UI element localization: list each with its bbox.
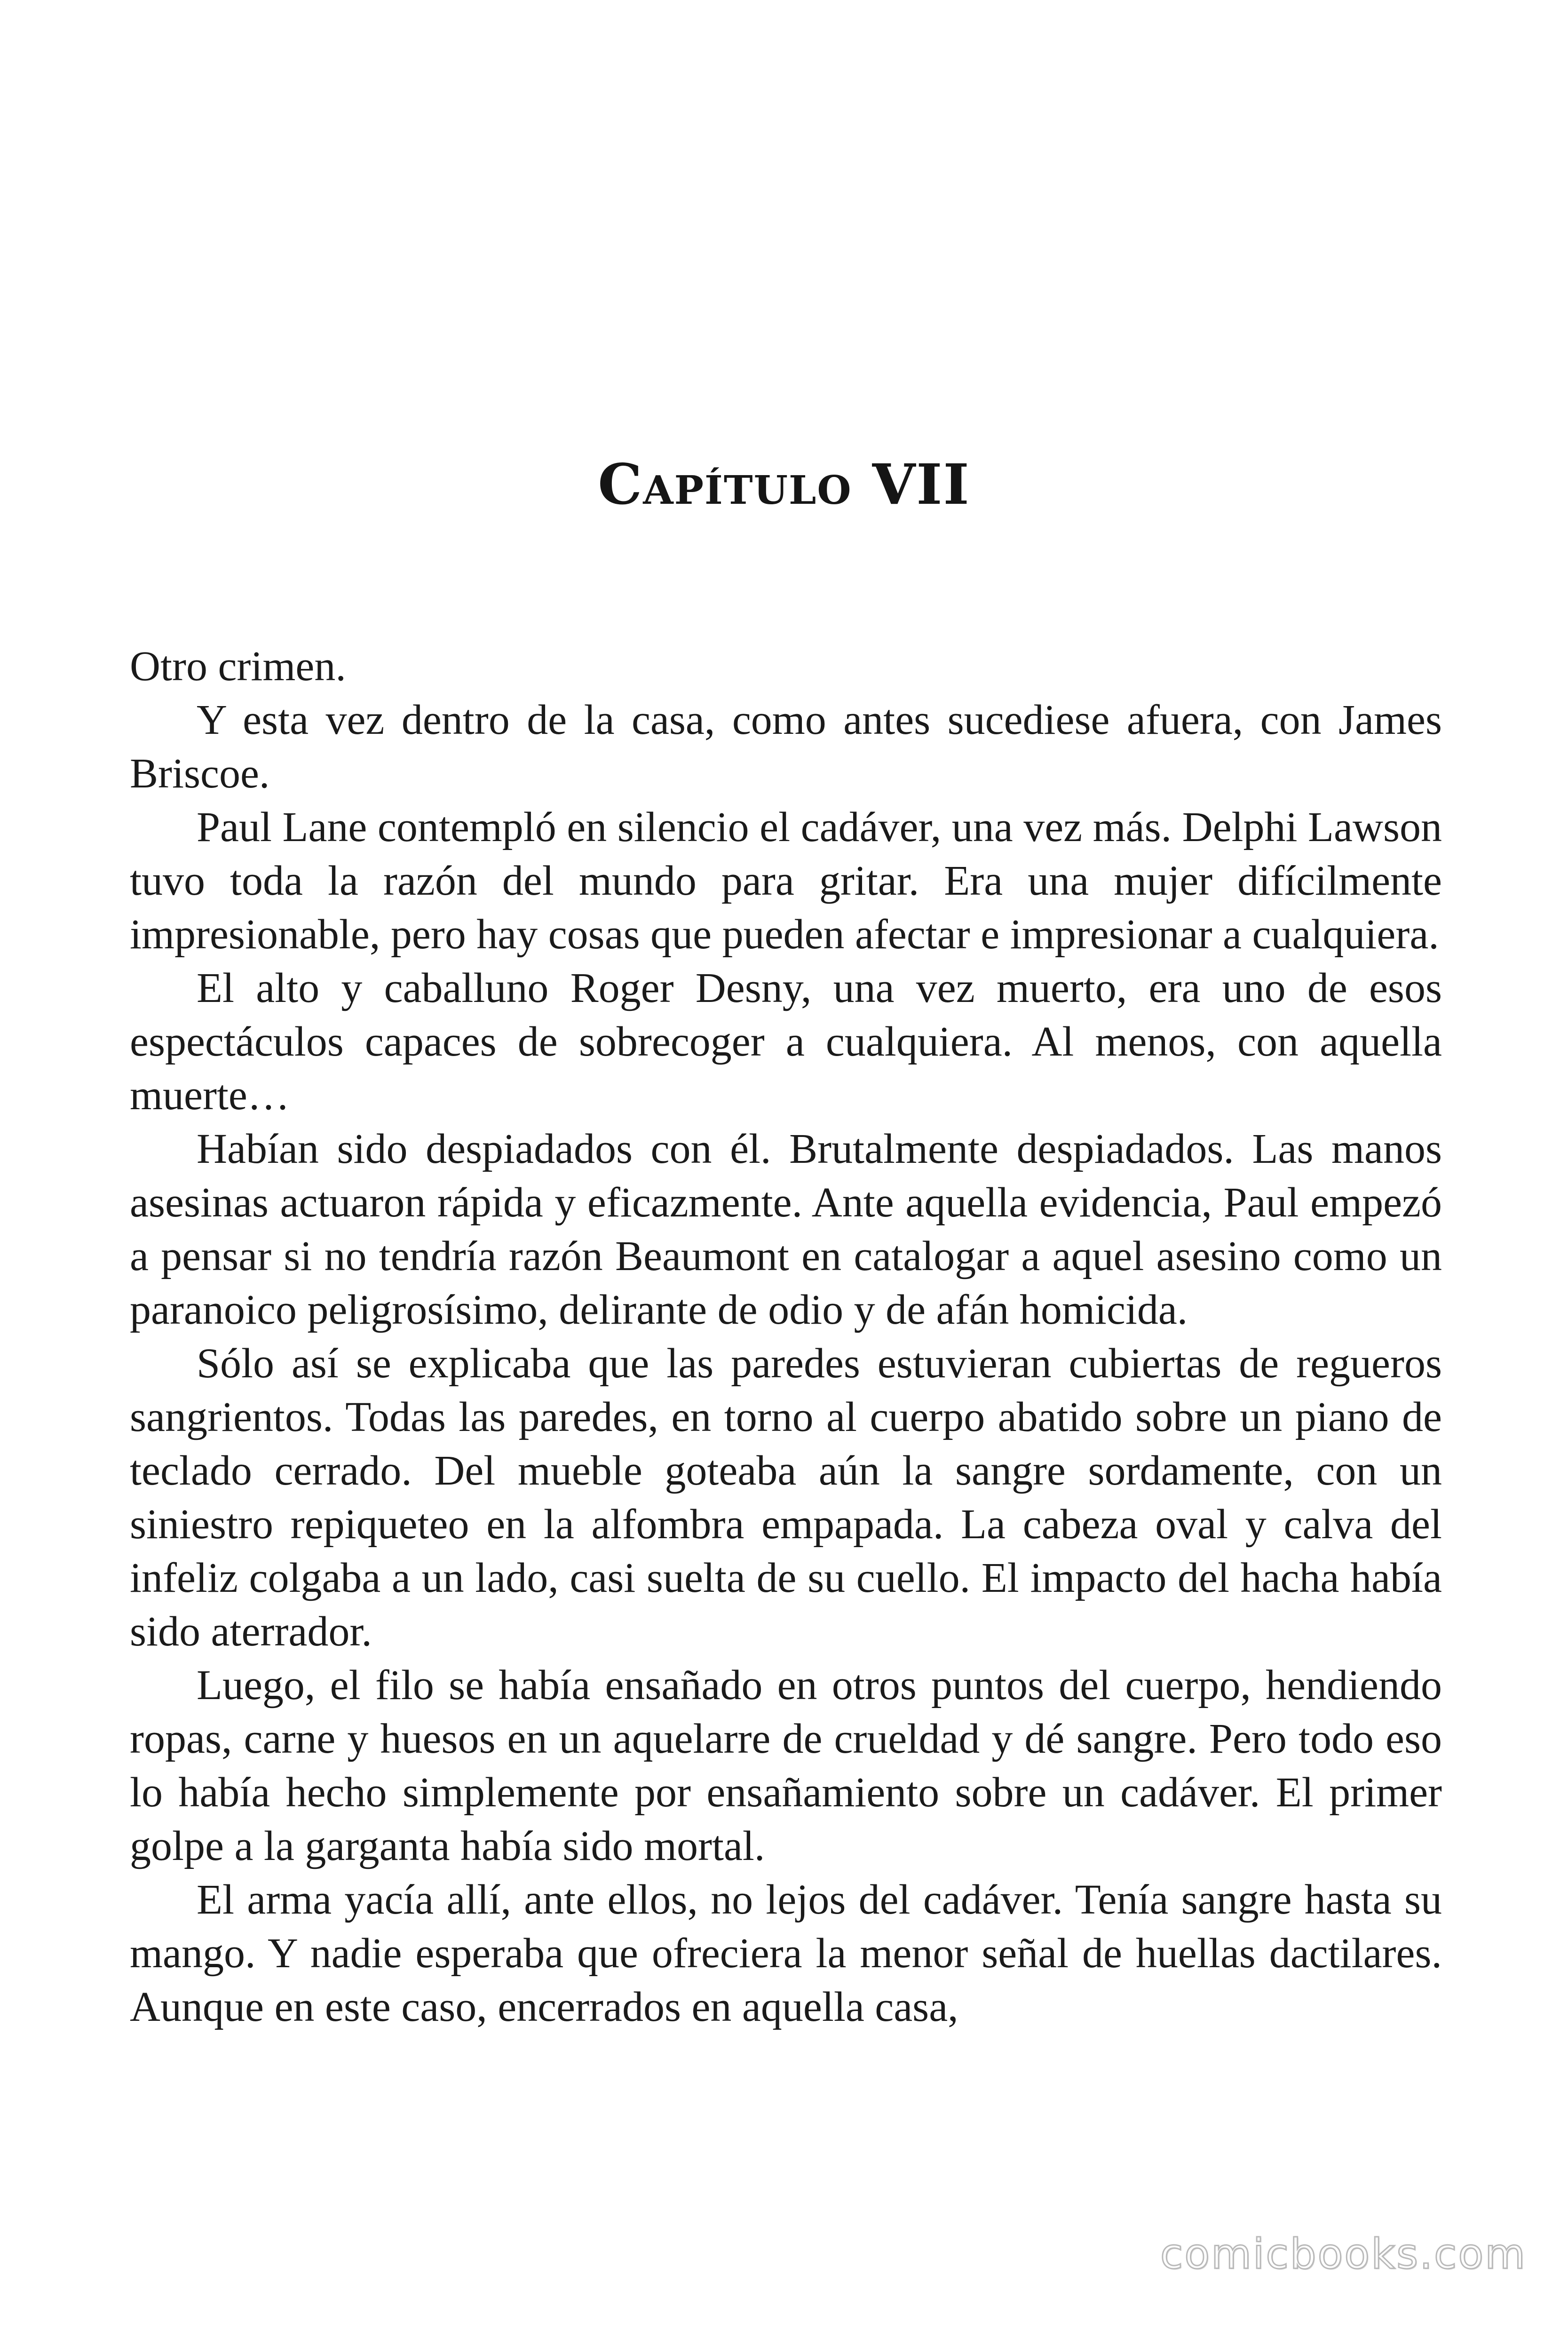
paragraph: Habían sido despiadados con él. Brutalmente despiadados. Las manos asesinas actuaron rápida y eficazmente. Ante aquella evidencia, Paul empezó a pensar si no tendría razón Beaumont en catalogar a aquel asesino como un paranoico peligrosísimo, delirante de odio y de afán homicida. [130,1126,1442,1333]
chapter-title: Capítulo VII [598,452,970,517]
paragraph: Y esta vez dentro de la casa, como antes sucediese afuera, con James Briscoe. [130,697,1442,797]
paragraph: Paul Lane contempló en silencio el cadáver, una vez más. Delphi Lawson tuvo toda la razón del mundo para gritar. Era una mujer difícilmente impresionable, pero hay cosas que pueden afectar e impresionar a cualquiera. [130,804,1442,958]
paragraph: El alto y caballuno Roger Desny, una vez muerto, era uno de esos espectáculos capaces de sobrecoger a cualquiera. Al menos, con aquella muerte… [130,965,1442,1119]
paragraph: El arma yacía allí, ante ellos, no lejos del cadáver. Tenía sangre hasta su mango. Y nadie esperaba que ofreciera la menor señal de huellas dactilares. Aunque en este caso, encerrados en aquella casa, [130,1876,1442,2030]
paragraph: Sólo así se explicaba que las paredes estuvieran cubiertas de regueros sangrientos. Todas las paredes, en torno al cuerpo abatido sobre un piano de teclado cerrado. Del mueble goteaba aún la sangre sordamente, con un siniestro repiqueteo en la alfombra empapada. La cabeza oval y calva del infeliz colgaba a un lado, casi suelta de su cuello. El impacto del hacha había sido aterrador. [130,1340,1442,1655]
paragraph: Otro crimen. [130,643,346,690]
watermark-text: comicbooks.com [1160,2230,1527,2278]
chapter-body [130,640,1442,2034]
paragraph: Luego, el filo se había ensañado en otros puntos del cuerpo, hendiendo ropas, carne y huesos en un aquelarre de crueldad y dé sangre. Pero todo eso lo había hecho simplemente por ensañamiento sobre un cadáver. El primer golpe a la garganta había sido mortal. [130,1662,1442,1869]
